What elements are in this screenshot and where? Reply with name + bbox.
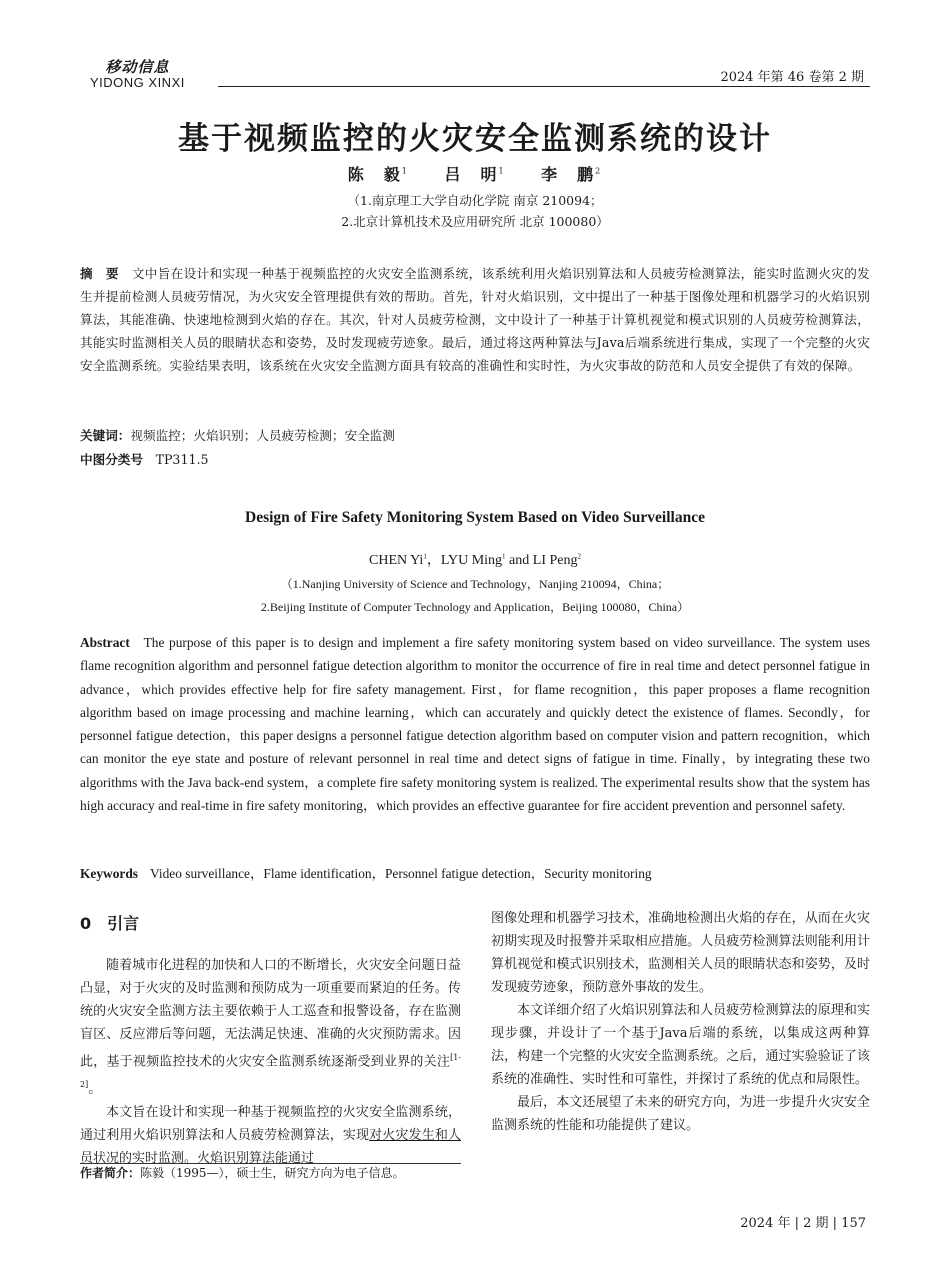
author-en: LI Peng bbox=[532, 553, 578, 568]
clc-number bbox=[80, 449, 209, 468]
author-cn: 李 鹏$^2$ bbox=[541, 165, 603, 184]
journal-name-en: YIDONG XINXI bbox=[90, 74, 185, 90]
abstract-text-en: The purpose of this paper is to design and implement a fire safety monitoring system based on video surveillance. The system uses flame recognition algorithm and personnel fatigue detection algorithm to monitor the occurrence of fire in real time and detect personnel fatigue in advance，which provides effective help for fire safety management. First，for flame recognition，this paper proposes a flame recognition algorithm based on image processing and machine learning，which can accurately and quickly detect the existence of flames. Secondly，for personnel fatigue detection，this paper designs a personnel fatigue detection algorithm based on computer vision and pattern recognition，which can monitor the eye state and posture of relevant personnel in real time and detect signs of fatigue in time. Finally，by integrating these two algorithms with the Java back-end system，a complete fire safety monitoring system is realized. The experimental results show that the system has high accuracy and real-time in fire safety monitoring，which provides an effective guarantee for fire accident prevention and personnel safety. bbox=[80, 635, 871, 814]
body-column-right bbox=[491, 907, 870, 1137]
section-number: 0 bbox=[80, 914, 92, 933]
affiliation-en: （1.Nanjing University of Science and Technology，Nanjing 210094，China； bbox=[280, 577, 670, 591]
author-en: LYU Ming bbox=[440, 553, 503, 568]
abstract-en bbox=[80, 631, 870, 817]
footnote-text: 陈毅（1995—），硕士生，研究方向为电子信息。 bbox=[140, 1166, 405, 1180]
footnote-label: 作者简介： bbox=[80, 1166, 141, 1180]
body-column-left bbox=[80, 954, 461, 1170]
body-paragraph: 图像处理和机器学习技术，准确地检测出火焰的存在，从而在火灾初期实现及时报警并采取相应措施。人员疲劳检测算法则能利用计算机视觉和模式识别技术，监测相关人员的眼睛状态和姿势，及时发现疲劳迹象，预防意外事故的发生。 bbox=[491, 911, 870, 995]
page-footer: 2024 年 | 2 期 | 157 bbox=[740, 1216, 866, 1231]
section-title: 引言 bbox=[107, 914, 140, 933]
abstract-label-en: Abstract bbox=[80, 635, 130, 650]
issue-info: 2024 年第 46 卷第 2 期 bbox=[720, 70, 864, 85]
keywords-label-en: Keywords bbox=[80, 866, 139, 881]
body-paragraph: 最后，本文还展望了未来的研究方向，为进一步提升火灾安全监测系统的性能和功能提供了建议。 bbox=[491, 1095, 870, 1133]
keywords-text-en: Video surveillance，Flame identification，Personnel fatigue detection，Security monitoring bbox=[150, 866, 652, 881]
author-list-en: CHEN Yi$^1$，LYU Ming$^1$ and LI Peng$^2$ bbox=[369, 552, 581, 568]
keywords-cn bbox=[80, 425, 395, 444]
body-paragraph: 本文旨在设计和实现一种基于视频监控的火灾安全监测系统，通过利用火焰识别算法和人员疲劳检测算法，实现对火灾发生和人员状况的实时监测。火焰识别算法能通过 bbox=[80, 1104, 461, 1166]
journal-masthead bbox=[90, 60, 185, 89]
author-bio-footnote bbox=[80, 1164, 405, 1181]
keywords-en bbox=[80, 863, 652, 882]
affiliation-en: 2.Beijing Institute of Computer Technology and Application，Beijing 100080，China） bbox=[260, 600, 690, 614]
author-cn: 吕 明$^1$ bbox=[444, 165, 506, 184]
abstract-label-cn: 摘 要 bbox=[80, 266, 119, 281]
clc-label: 中图分类号 bbox=[80, 452, 143, 467]
paper-title-cn: 基于视频监控的火灾安全监测系统的设计 bbox=[178, 121, 772, 157]
header-divider bbox=[218, 86, 870, 87]
keywords-text-cn: 视频监控；火焰识别；人员疲劳检测；安全监测 bbox=[130, 428, 395, 443]
abstract-cn bbox=[80, 262, 870, 377]
abstract-text-cn: 文中旨在设计和实现一种基于视频监控的火灾安全监测系统，该系统利用火焰识别算法和人员疲劳检测算法，能实时监测火灾的发生并提前检测人员疲劳情况，为火灾安全管理提供有效的帮助。首先，针对火焰识别，文中提出了一种基于图像处理和机器学习的火焰识别算法，其能准确、快速地检测到火焰的存在。其次，针对人员疲劳检测，文中设计了一种基于计算机视觉和模式识别的人员疲劳检测算法，其能实时监测相关人员的眼睛状态和姿势，及时发现疲劳迹象。最后，通过将这两种算法与Java后端系统进行集成，实现了一个完整的火灾安全监测系统。实验结果表明，该系统在火灾安全监测方面具有较高的准确性和实时性，为火灾事故的防范和人员安全提供了有效的保障。 bbox=[80, 266, 870, 373]
clc-value: TP311.5 bbox=[155, 452, 209, 467]
keywords-label-cn: 关键词： bbox=[80, 428, 131, 443]
body-paragraph: 本文详细介绍了火焰识别算法和人员疲劳检测算法的原理和实现步骤，并设计了一个基于Java后端的系统，以集成这两种算法，构建一个完整的火灾安全监测系统。之后，通过实验验证了该系统的准确性、实时性和可靠性，并探讨了系统的优点和局限性。 bbox=[491, 1003, 870, 1087]
paper-title-en: Design of Fire Safety Monitoring System Based on Video Surveillance bbox=[245, 509, 705, 526]
author-en: CHEN Yi bbox=[369, 553, 424, 568]
author-cn: 陈 毅$^1$ bbox=[347, 165, 409, 184]
journal-name-cn: 移动信息 bbox=[105, 58, 170, 76]
citation: [1-2] bbox=[80, 1053, 461, 1090]
affiliation-cn: （1.南京理工大学自动化学院 南京 210094； bbox=[347, 193, 603, 208]
body-paragraph: 随着城市化进程的加快和人口的不断增长，火灾安全问题日益凸显，对于火灾的及时监测和预防成为一项重要而紧迫的任务。传统的火灾安全监测方法主要依赖于人工巡查和报警设备，存在监测盲区、反应滞后等问题，无法满足快速、准确的火灾预防需求。因此，基于视频监控技术的火灾安全监测系统逐渐受到业界的关注[1-2]。 bbox=[80, 958, 461, 1097]
underlined-text: 对火灾发生和人员状况的实时监测 bbox=[80, 1127, 461, 1166]
affiliation-cn: 2.北京计算机技术及应用研究所 北京 100080） bbox=[341, 214, 609, 229]
section-heading bbox=[80, 911, 139, 934]
author-list-cn bbox=[0, 162, 950, 185]
